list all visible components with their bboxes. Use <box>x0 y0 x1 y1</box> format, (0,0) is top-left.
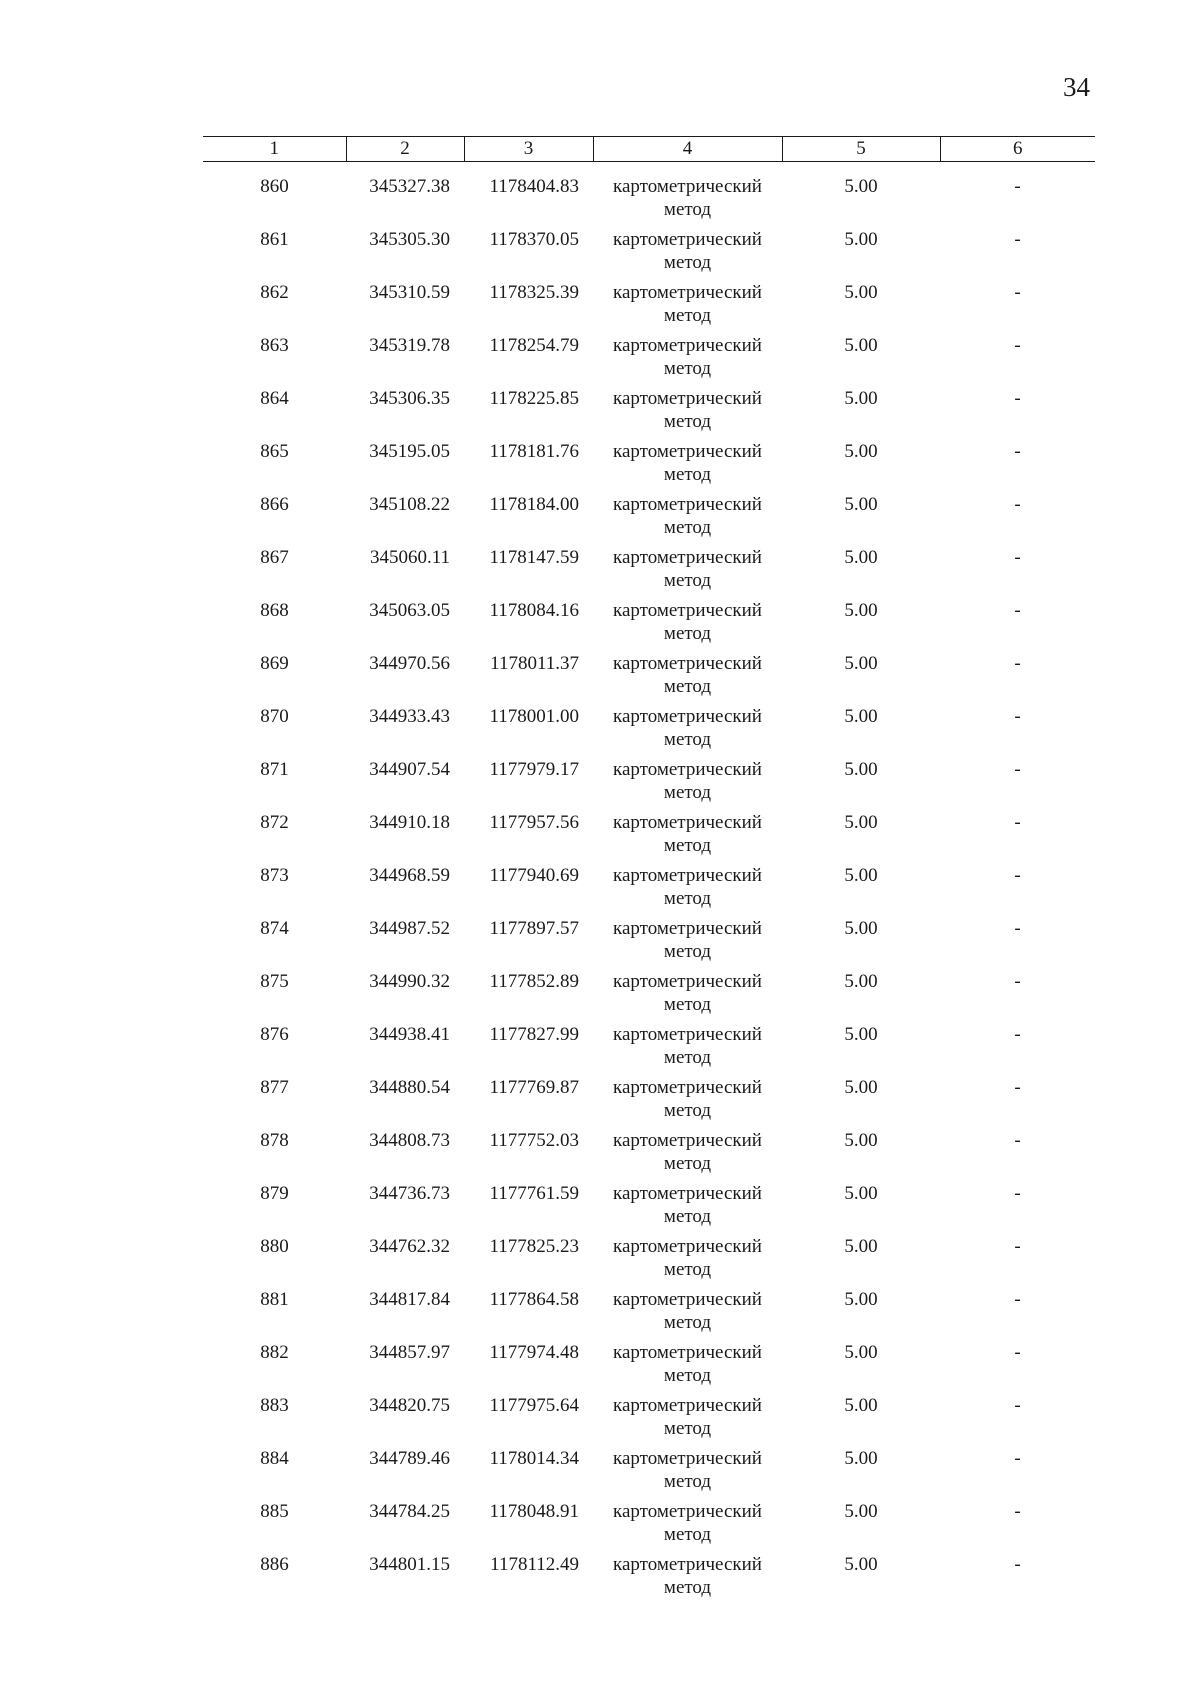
x-coordinate-cell: 344801.15 <box>369 1554 450 1575</box>
method-line-1: картометрический <box>613 971 762 992</box>
note-cell: - <box>1014 1554 1021 1575</box>
table-row <box>203 1500 1095 1553</box>
x-coordinate-cell: 344789.46 <box>369 1448 450 1469</box>
note-cell: - <box>1014 1130 1021 1151</box>
y-coordinate-cell: 1177827.99 <box>489 1024 579 1045</box>
table-row <box>203 1553 1095 1606</box>
x-coordinate-cell: 344808.73 <box>369 1130 450 1151</box>
method-cell <box>593 440 782 493</box>
method-line-1: картометрический <box>613 1395 762 1416</box>
method-line-2: метод <box>663 517 712 538</box>
table-row <box>203 758 1095 811</box>
accuracy-cell: 5.00 <box>844 1183 878 1204</box>
method-cell <box>593 1182 782 1235</box>
y-coordinate-cell: 1178181.76 <box>489 441 579 462</box>
table-row <box>203 281 1095 334</box>
x-coordinate-cell: 344990.32 <box>369 971 450 992</box>
y-coordinate-cell: 1178014.34 <box>489 1448 579 1469</box>
point-number-cell: 876 <box>260 1024 289 1045</box>
point-number-cell: 875 <box>260 971 289 992</box>
method-line-1: картометрический <box>613 494 762 515</box>
point-number-cell: 880 <box>260 1236 289 1257</box>
header-row <box>203 137 1095 162</box>
note-cell: - <box>1014 1342 1021 1363</box>
table-row <box>203 970 1095 1023</box>
page-number: 34 <box>1063 72 1090 102</box>
accuracy-cell: 5.00 <box>844 600 878 621</box>
method-line-1: картометрический <box>613 865 762 886</box>
accuracy-cell: 5.00 <box>844 1395 878 1416</box>
y-coordinate-cell: 1177769.87 <box>489 1077 579 1098</box>
note-cell: - <box>1014 1183 1021 1204</box>
point-number-cell: 865 <box>260 441 289 462</box>
note-cell: - <box>1014 1236 1021 1257</box>
point-number-cell: 868 <box>260 600 289 621</box>
column-header-5: 5 <box>782 137 940 162</box>
point-number-cell: 873 <box>260 865 289 886</box>
method-cell <box>593 387 782 440</box>
method-cell <box>593 281 782 334</box>
y-coordinate-cell: 1178084.16 <box>489 600 579 621</box>
method-line-1: картометрический <box>613 600 762 621</box>
method-line-2: метод <box>663 1259 712 1280</box>
table-row <box>203 652 1095 705</box>
method-cell <box>593 599 782 652</box>
x-coordinate-cell: 345327.38 <box>369 176 450 197</box>
method-line-1: картометрический <box>613 229 762 250</box>
accuracy-cell: 5.00 <box>844 1130 878 1151</box>
method-line-1: картометрический <box>613 1130 762 1151</box>
accuracy-cell: 5.00 <box>844 547 878 568</box>
method-cell <box>593 1076 782 1129</box>
method-cell <box>593 1023 782 1076</box>
accuracy-cell: 5.00 <box>844 176 878 197</box>
point-number-cell: 867 <box>260 547 289 568</box>
method-line-1: картометрический <box>613 759 762 780</box>
x-coordinate-cell: 344938.41 <box>369 1024 450 1045</box>
method-cell <box>593 705 782 758</box>
x-coordinate-cell: 344784.25 <box>369 1501 450 1522</box>
x-coordinate-cell: 344820.75 <box>369 1395 450 1416</box>
accuracy-cell: 5.00 <box>844 1501 878 1522</box>
table-row <box>203 917 1095 970</box>
y-coordinate-cell: 1178370.05 <box>489 229 579 250</box>
method-cell <box>593 758 782 811</box>
method-line-1: картометрический <box>613 1342 762 1363</box>
point-number-cell: 860 <box>260 176 289 197</box>
method-line-2: метод <box>663 1100 712 1121</box>
point-number-cell: 879 <box>260 1183 289 1204</box>
point-number-cell: 861 <box>260 229 289 250</box>
y-coordinate-cell: 1177979.17 <box>489 759 579 780</box>
table-row <box>203 334 1095 387</box>
point-number-cell: 886 <box>260 1554 289 1575</box>
accuracy-cell: 5.00 <box>844 388 878 409</box>
accuracy-cell: 5.00 <box>844 441 878 462</box>
method-line-2: метод <box>663 1312 712 1333</box>
y-coordinate-cell: 1177957.56 <box>489 812 579 833</box>
table-row <box>203 387 1095 440</box>
method-cell <box>593 228 782 281</box>
table-row <box>203 1341 1095 1394</box>
point-number-cell: 862 <box>260 282 289 303</box>
point-number-cell: 885 <box>260 1501 289 1522</box>
method-cell <box>593 546 782 599</box>
y-coordinate-cell: 1178147.59 <box>489 547 579 568</box>
table-row <box>203 1394 1095 1447</box>
note-cell: - <box>1014 335 1021 356</box>
table-row <box>203 1076 1095 1129</box>
column-header-3: 3 <box>464 137 593 162</box>
y-coordinate-cell: 1177974.48 <box>489 1342 579 1363</box>
method-line-2: метод <box>663 1471 712 1492</box>
x-coordinate-cell: 345063.05 <box>369 600 450 621</box>
method-cell <box>593 1447 782 1500</box>
note-cell: - <box>1014 1501 1021 1522</box>
method-cell <box>593 1553 782 1606</box>
method-line-1: картометрический <box>613 282 762 303</box>
method-line-1: картометрический <box>613 335 762 356</box>
method-line-1: картометрический <box>613 706 762 727</box>
point-number-cell: 877 <box>260 1077 289 1098</box>
y-coordinate-cell: 1178254.79 <box>489 335 579 356</box>
note-cell: - <box>1014 176 1021 197</box>
accuracy-cell: 5.00 <box>844 1024 878 1045</box>
note-cell: - <box>1014 1024 1021 1045</box>
method-line-1: картометрический <box>613 1448 762 1469</box>
note-cell: - <box>1014 971 1021 992</box>
x-coordinate-cell: 345060.11 <box>369 547 450 568</box>
accuracy-cell: 5.00 <box>844 229 878 250</box>
accuracy-cell: 5.00 <box>844 865 878 886</box>
point-number-cell: 863 <box>260 335 289 356</box>
point-number-cell: 882 <box>260 1342 289 1363</box>
y-coordinate-cell: 1178225.85 <box>489 388 579 409</box>
table-row <box>203 1023 1095 1076</box>
y-coordinate-cell: 1177975.64 <box>489 1395 579 1416</box>
point-number-cell: 870 <box>260 706 289 727</box>
table-row <box>203 440 1095 493</box>
x-coordinate-cell: 344880.54 <box>369 1077 450 1098</box>
x-coordinate-cell: 345195.05 <box>369 441 450 462</box>
method-line-2: метод <box>663 1524 712 1545</box>
point-number-cell: 878 <box>260 1130 289 1151</box>
method-line-1: картометрический <box>613 1236 762 1257</box>
method-line-1: картометрический <box>613 1554 762 1575</box>
method-cell <box>593 917 782 970</box>
accuracy-cell: 5.00 <box>844 706 878 727</box>
point-number-cell: 871 <box>260 759 289 780</box>
note-cell: - <box>1014 1077 1021 1098</box>
method-line-1: картометрический <box>613 1289 762 1310</box>
method-line-2: метод <box>663 1047 712 1068</box>
note-cell: - <box>1014 494 1021 515</box>
y-coordinate-cell: 1178112.49 <box>490 1554 579 1575</box>
y-coordinate-cell: 1178184.00 <box>489 494 579 515</box>
x-coordinate-cell: 345305.30 <box>369 229 450 250</box>
method-line-1: картометрический <box>613 1024 762 1045</box>
accuracy-cell: 5.00 <box>844 1342 878 1363</box>
y-coordinate-cell: 1177864.58 <box>489 1289 579 1310</box>
x-coordinate-cell: 344910.18 <box>369 812 450 833</box>
method-cell <box>593 493 782 546</box>
y-coordinate-cell: 1177852.89 <box>489 971 579 992</box>
note-cell: - <box>1014 1448 1021 1469</box>
accuracy-cell: 5.00 <box>844 759 878 780</box>
table-row <box>203 1182 1095 1235</box>
note-cell: - <box>1014 282 1021 303</box>
y-coordinate-cell: 1177752.03 <box>489 1130 579 1151</box>
point-number-cell: 872 <box>260 812 289 833</box>
table-row <box>203 162 1095 229</box>
accuracy-cell: 5.00 <box>844 1554 878 1575</box>
method-line-2: метод <box>663 994 712 1015</box>
note-cell: - <box>1014 812 1021 833</box>
accuracy-cell: 5.00 <box>844 1236 878 1257</box>
method-line-2: метод <box>663 305 712 326</box>
point-number-cell: 874 <box>260 918 289 939</box>
method-cell <box>593 1288 782 1341</box>
table-row <box>203 1129 1095 1182</box>
x-coordinate-cell: 344987.52 <box>369 918 450 939</box>
table-row <box>203 811 1095 864</box>
note-cell: - <box>1014 1289 1021 1310</box>
method-cell <box>593 1394 782 1447</box>
point-number-cell: 869 <box>260 653 289 674</box>
method-line-1: картометрический <box>613 1077 762 1098</box>
y-coordinate-cell: 1177897.57 <box>489 918 579 939</box>
accuracy-cell: 5.00 <box>844 282 878 303</box>
method-line-2: метод <box>663 729 712 750</box>
note-cell: - <box>1014 653 1021 674</box>
x-coordinate-cell: 345319.78 <box>369 335 450 356</box>
coordinates-table <box>203 136 1095 1606</box>
x-coordinate-cell: 344736.73 <box>369 1183 450 1204</box>
table-row <box>203 1235 1095 1288</box>
method-line-1: картометрический <box>613 812 762 833</box>
point-number-cell: 881 <box>260 1289 289 1310</box>
method-line-2: метод <box>663 252 712 273</box>
method-line-1: картометрический <box>613 1183 762 1204</box>
x-coordinate-cell: 344907.54 <box>369 759 450 780</box>
table-body <box>203 162 1095 1607</box>
column-header-4: 4 <box>593 137 782 162</box>
table-row <box>203 546 1095 599</box>
method-cell <box>593 1129 782 1182</box>
method-cell <box>593 864 782 917</box>
method-line-2: метод <box>663 888 712 909</box>
y-coordinate-cell: 1178048.91 <box>489 1501 579 1522</box>
method-line-1: картометрический <box>613 547 762 568</box>
method-cell <box>593 811 782 864</box>
method-line-1: картометрический <box>613 1501 762 1522</box>
y-coordinate-cell: 1177761.59 <box>489 1183 579 1204</box>
method-line-2: метод <box>663 1365 712 1386</box>
table-row <box>203 1288 1095 1341</box>
column-header-1: 1 <box>203 137 346 162</box>
method-line-2: метод <box>663 1418 712 1439</box>
x-coordinate-cell: 345306.35 <box>369 388 450 409</box>
method-cell <box>593 652 782 705</box>
table-row <box>203 493 1095 546</box>
note-cell: - <box>1014 865 1021 886</box>
method-cell <box>593 334 782 387</box>
method-cell <box>593 1235 782 1288</box>
method-line-2: метод <box>663 835 712 856</box>
method-line-2: метод <box>663 623 712 644</box>
note-cell: - <box>1014 759 1021 780</box>
method-line-2: метод <box>663 941 712 962</box>
method-line-2: метод <box>663 1577 712 1598</box>
note-cell: - <box>1014 918 1021 939</box>
method-line-2: метод <box>663 570 712 591</box>
method-line-2: метод <box>663 782 712 803</box>
method-line-2: метод <box>663 199 712 220</box>
point-number-cell: 866 <box>260 494 289 515</box>
method-line-1: картометрический <box>613 918 762 939</box>
x-coordinate-cell: 344857.97 <box>369 1342 450 1363</box>
method-cell <box>593 1341 782 1394</box>
method-line-1: картометрический <box>613 388 762 409</box>
method-line-2: метод <box>663 676 712 697</box>
table-row <box>203 228 1095 281</box>
y-coordinate-cell: 1178011.37 <box>490 653 579 674</box>
column-header-6: 6 <box>940 137 1095 162</box>
x-coordinate-cell: 344762.32 <box>369 1236 450 1257</box>
note-cell: - <box>1014 229 1021 250</box>
method-line-1: картометрический <box>613 441 762 462</box>
x-coordinate-cell: 345310.59 <box>369 282 450 303</box>
accuracy-cell: 5.00 <box>844 918 878 939</box>
table-row <box>203 599 1095 652</box>
point-number-cell: 883 <box>260 1395 289 1416</box>
method-cell <box>593 162 782 229</box>
note-cell: - <box>1014 600 1021 621</box>
method-line-2: метод <box>663 464 712 485</box>
table-row <box>203 1447 1095 1500</box>
method-cell <box>593 1500 782 1553</box>
y-coordinate-cell: 1178325.39 <box>489 282 579 303</box>
accuracy-cell: 5.00 <box>844 812 878 833</box>
accuracy-cell: 5.00 <box>844 1289 878 1310</box>
accuracy-cell: 5.00 <box>844 1448 878 1469</box>
method-line-2: метод <box>663 358 712 379</box>
method-line-1: картометрический <box>613 653 762 674</box>
method-line-2: метод <box>663 411 712 432</box>
accuracy-cell: 5.00 <box>844 971 878 992</box>
method-line-2: метод <box>663 1206 712 1227</box>
accuracy-cell: 5.00 <box>844 653 878 674</box>
method-cell <box>593 970 782 1023</box>
x-coordinate-cell: 345108.22 <box>369 494 450 515</box>
note-cell: - <box>1014 441 1021 462</box>
accuracy-cell: 5.00 <box>844 1077 878 1098</box>
table-row <box>203 705 1095 758</box>
note-cell: - <box>1014 547 1021 568</box>
method-line-1: картометрический <box>613 176 762 197</box>
x-coordinate-cell: 344970.56 <box>369 653 450 674</box>
point-number-cell: 884 <box>260 1448 289 1469</box>
x-coordinate-cell: 344817.84 <box>369 1289 450 1310</box>
coordinates-table-container <box>203 136 1095 1606</box>
table-header <box>203 137 1095 162</box>
accuracy-cell: 5.00 <box>844 335 878 356</box>
note-cell: - <box>1014 388 1021 409</box>
x-coordinate-cell: 344933.43 <box>369 706 450 727</box>
x-coordinate-cell: 344968.59 <box>369 865 450 886</box>
y-coordinate-cell: 1177940.69 <box>489 865 579 886</box>
table-row <box>203 864 1095 917</box>
method-line-2: метод <box>663 1153 712 1174</box>
column-header-2: 2 <box>346 137 464 162</box>
accuracy-cell: 5.00 <box>844 494 878 515</box>
y-coordinate-cell: 1178001.00 <box>489 706 579 727</box>
y-coordinate-cell: 1178404.83 <box>489 176 579 197</box>
point-number-cell: 864 <box>260 388 289 409</box>
note-cell: - <box>1014 1395 1021 1416</box>
note-cell: - <box>1014 706 1021 727</box>
y-coordinate-cell: 1177825.23 <box>489 1236 579 1257</box>
